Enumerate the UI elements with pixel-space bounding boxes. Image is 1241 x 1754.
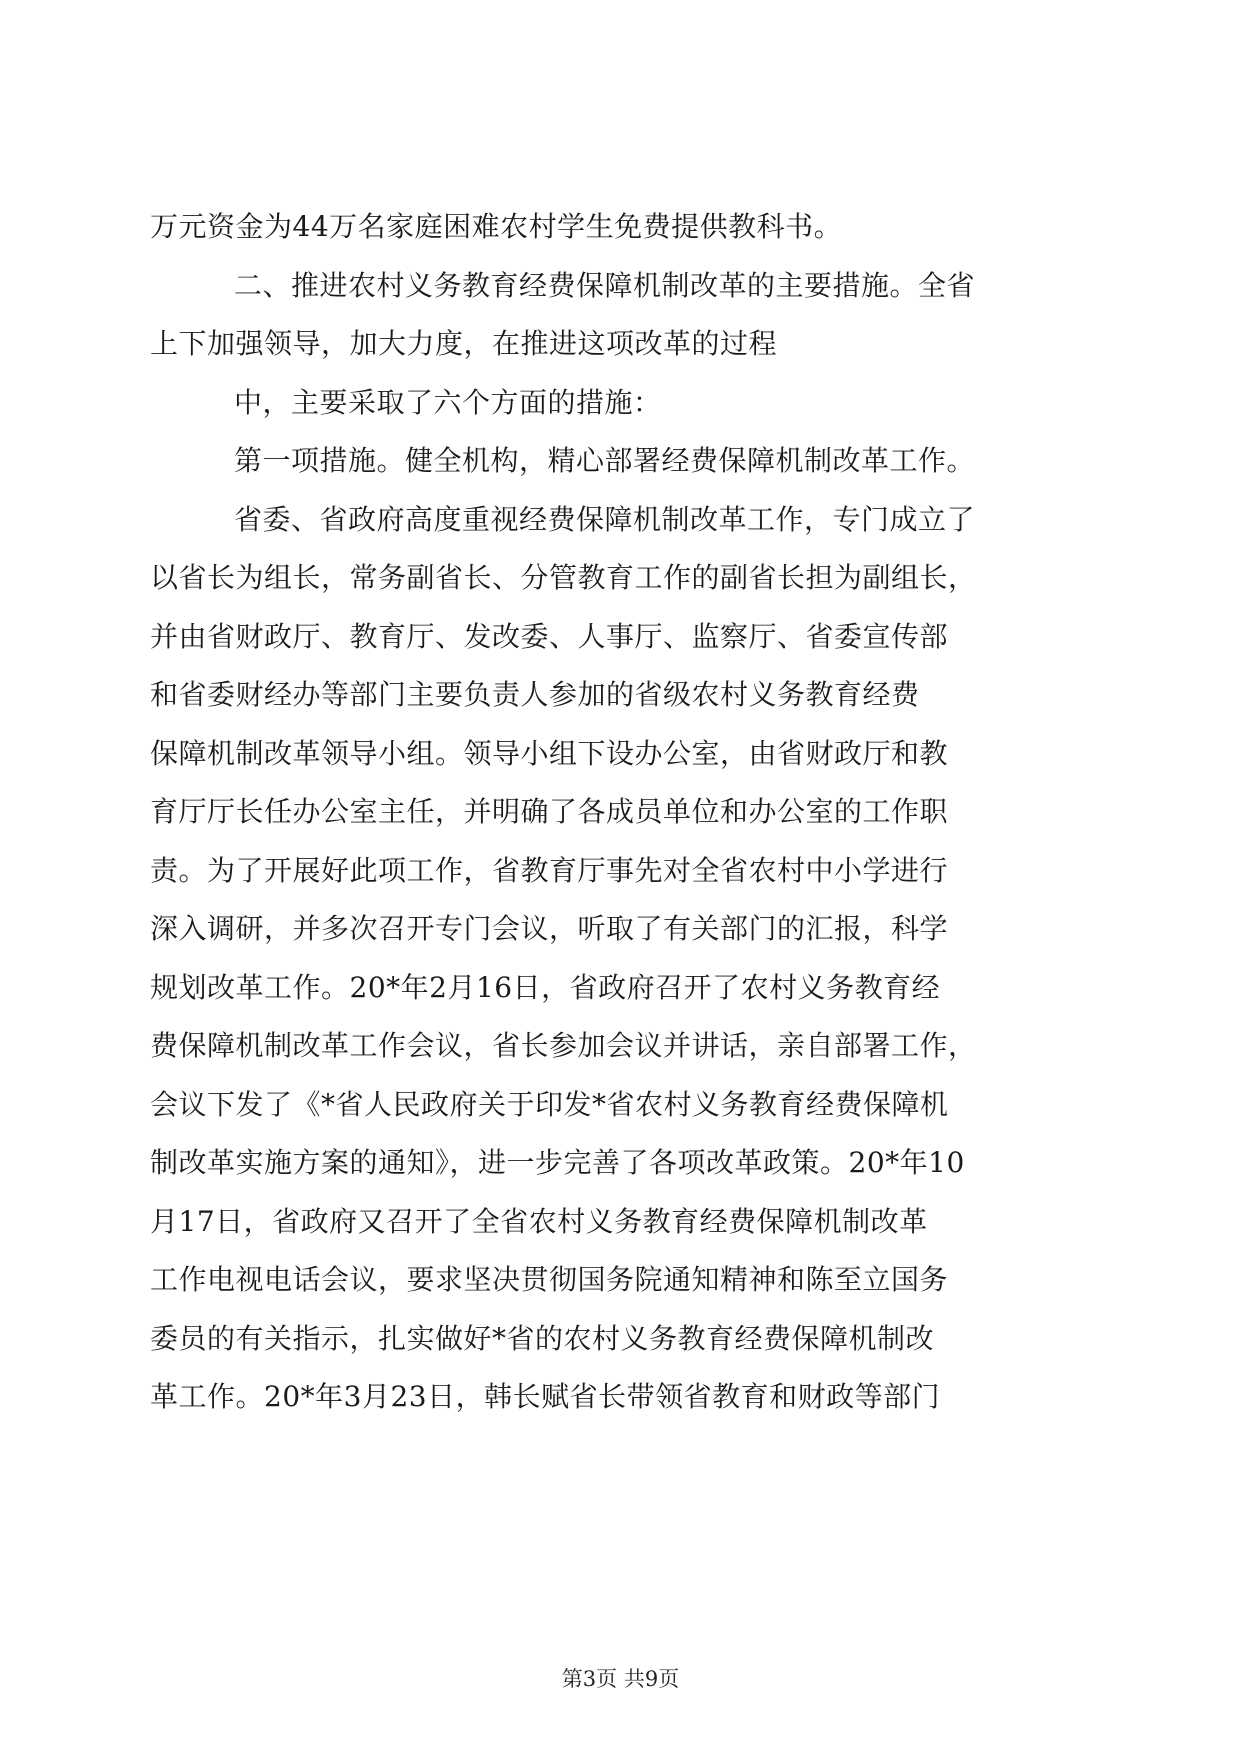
text-line: 深入调研，并多次召开专门会议，听取了有关部门的汇报，科学 — [150, 912, 949, 945]
text-line: 工作电视电话会议，要求坚决贯彻国务院通知精神和陈至立国务 — [150, 1263, 949, 1296]
text-line: 费保障机制改革工作会议，省长参加会议并讲话，亲自部署工作， — [150, 1029, 977, 1062]
text-line: 万元资金为44万名家庭困难农村学生免费提供教科书。 — [150, 210, 843, 243]
text-line: 和省委财经办等部门主要负责人参加的省级农村义务教育经费 — [150, 678, 920, 711]
text-line: 责。为了开展好此项工作，省教育厅事先对全省农村中小学进行 — [150, 853, 949, 887]
text-line: 保障机制改革领导小组。领导小组下设办公室，由省财政厅和教 — [150, 736, 949, 770]
text-line: 二、推进农村义务教育经费保障机制改革的主要措施。全省 — [234, 268, 976, 302]
text-line: 上下加强领导，加大力度，在推进这项改革的过程 — [150, 327, 778, 360]
page-footer: 第3页 共9页 — [561, 1667, 680, 1691]
text-line: 育厅厅长任办公室主任，并明确了各成员单位和办公室的工作职 — [150, 795, 949, 828]
document-body — [150, 198, 1090, 1427]
text-line: 委员的有关指示，扎实做好*省的农村义务教育经费保障机制改 — [150, 1321, 935, 1355]
text-line: 会议下发了《*省人民政府关于印发*省农村义务教育经费保障机 — [150, 1087, 949, 1121]
text-line: 革工作。20*年3月23日，韩长赋省长带领省教育和财政等部门 — [150, 1380, 941, 1413]
text-line: 月17日，省政府又召开了全省农村义务教育经费保障机制改革 — [150, 1204, 928, 1238]
text-line: 规划改革工作。20*年2月16日，省政府召开了农村义务教育经 — [150, 970, 941, 1004]
text-line: 并由省财政厅、教育厅、发改委、人事厅、监察厅、省委宣传部 — [150, 619, 949, 653]
text-line: 以省长为组长，常务副省长、分管教育工作的副省长担为副组长， — [150, 561, 977, 594]
text-line: 中，主要采取了六个方面的措施： — [234, 385, 662, 419]
text-line: 制改革实施方案的通知》，进一步完善了各项改革政策。20*年10 — [150, 1146, 965, 1179]
text-line: 省委、省政府高度重视经费保障机制改革工作，专门成立了 — [234, 502, 976, 536]
text-line: 第一项措施。健全机构，精心部署经费保障机制改革工作。 — [234, 444, 976, 477]
